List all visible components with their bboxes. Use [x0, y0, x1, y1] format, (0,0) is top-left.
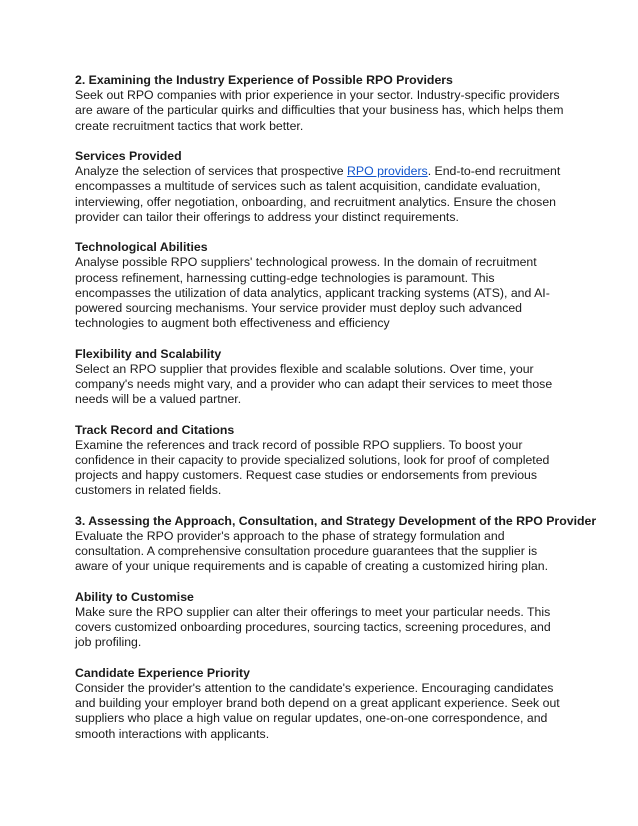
section-body: Consider the provider's attention to the candidate's experience. Encouraging candidates and building your employer brand both depend on a great applicant experience. Seek out suppliers who place a high value on regular updates, one-on-one correspondence, and smooth interactions with applicants. — [75, 681, 560, 741]
section-heading: Candidate Experience Priority — [75, 665, 250, 680]
section-flexibility-scalability — [75, 347, 567, 408]
section-body — [75, 164, 567, 225]
section-heading: 2. Examining the Industry Experience of Possible RPO Providers — [75, 73, 453, 87]
section-industry-experience — [75, 73, 567, 134]
section-services-provided — [75, 149, 567, 225]
section-approach-consultation — [75, 513, 597, 575]
document-page — [75, 73, 597, 757]
section-ability-to-customise — [75, 590, 567, 651]
section-heading: Track Record and Citations — [75, 422, 235, 437]
section-heading: Services Provided — [75, 149, 182, 163]
section-body: Select an RPO supplier that provides flexible and scalable solutions. Over time, your company's needs might vary, and a provider who can adapt their services to meet those needs will be a valued partner. — [75, 361, 553, 407]
body-text-after-link: . End-to-end recruitment encompasses a multitude of services such as talent acquisition, candidate evaluation, interviewing, offer negotiation, onboarding, and recruitment analytics. Ensure the chosen provider can tailor their offerings to address your distinct requirements. — [75, 164, 561, 224]
section-body: Seek out RPO companies with prior experience in your sector. Industry-specific providers are aware of the particular quirks and difficulties that your business has, which helps them create recruitment tactics that work better. — [75, 88, 564, 133]
section-heading: Technological Abilities — [75, 240, 208, 255]
section-candidate-experience — [75, 666, 567, 742]
section-body: Examine the references and track record of possible RPO suppliers. To boost your confidence in their capacity to provide specialized solutions, look for proof of completed projects and happy customers. Request case studies or endorsements from previous customers in related fields. — [75, 437, 550, 498]
section-body: Make sure the RPO supplier can alter their offerings to meet your particular needs. This covers customized onboarding procedures, sourcing tactics, screening procedures, and job profiling. — [75, 605, 551, 650]
section-heading: Flexibility and Scalability — [75, 346, 222, 361]
section-track-record — [75, 423, 567, 499]
section-technological-abilities — [75, 240, 567, 331]
section-heading: Ability to Customise — [75, 589, 194, 604]
section-body: Evaluate the RPO provider's approach to the phase of strategy formulation and consultation. A comprehensive consultation procedure guarantees that the supplier is aware of your unique requirements and is capable of creating a customized hiring plan. — [75, 529, 549, 574]
body-text-before-link: Analyze the selection of services that prospective — [75, 164, 348, 179]
section-body: Analyse possible RPO suppliers' technological prowess. In the domain of recruitment process refinement, harnessing cutting-edge technologies is paramount. This encompasses the utilization of data analytics, applicant tracking systems (ATS), and AI-powered sourcing mechanisms. Your service provider must deploy such advanced technologies to augment both effectiveness and efficiency — [75, 255, 550, 331]
rpo-providers-link[interactable]: RPO providers — [347, 164, 428, 179]
section-heading: 3. Assessing the Approach, Consultation, and Strategy Development of the RPO Provider — [75, 513, 597, 528]
